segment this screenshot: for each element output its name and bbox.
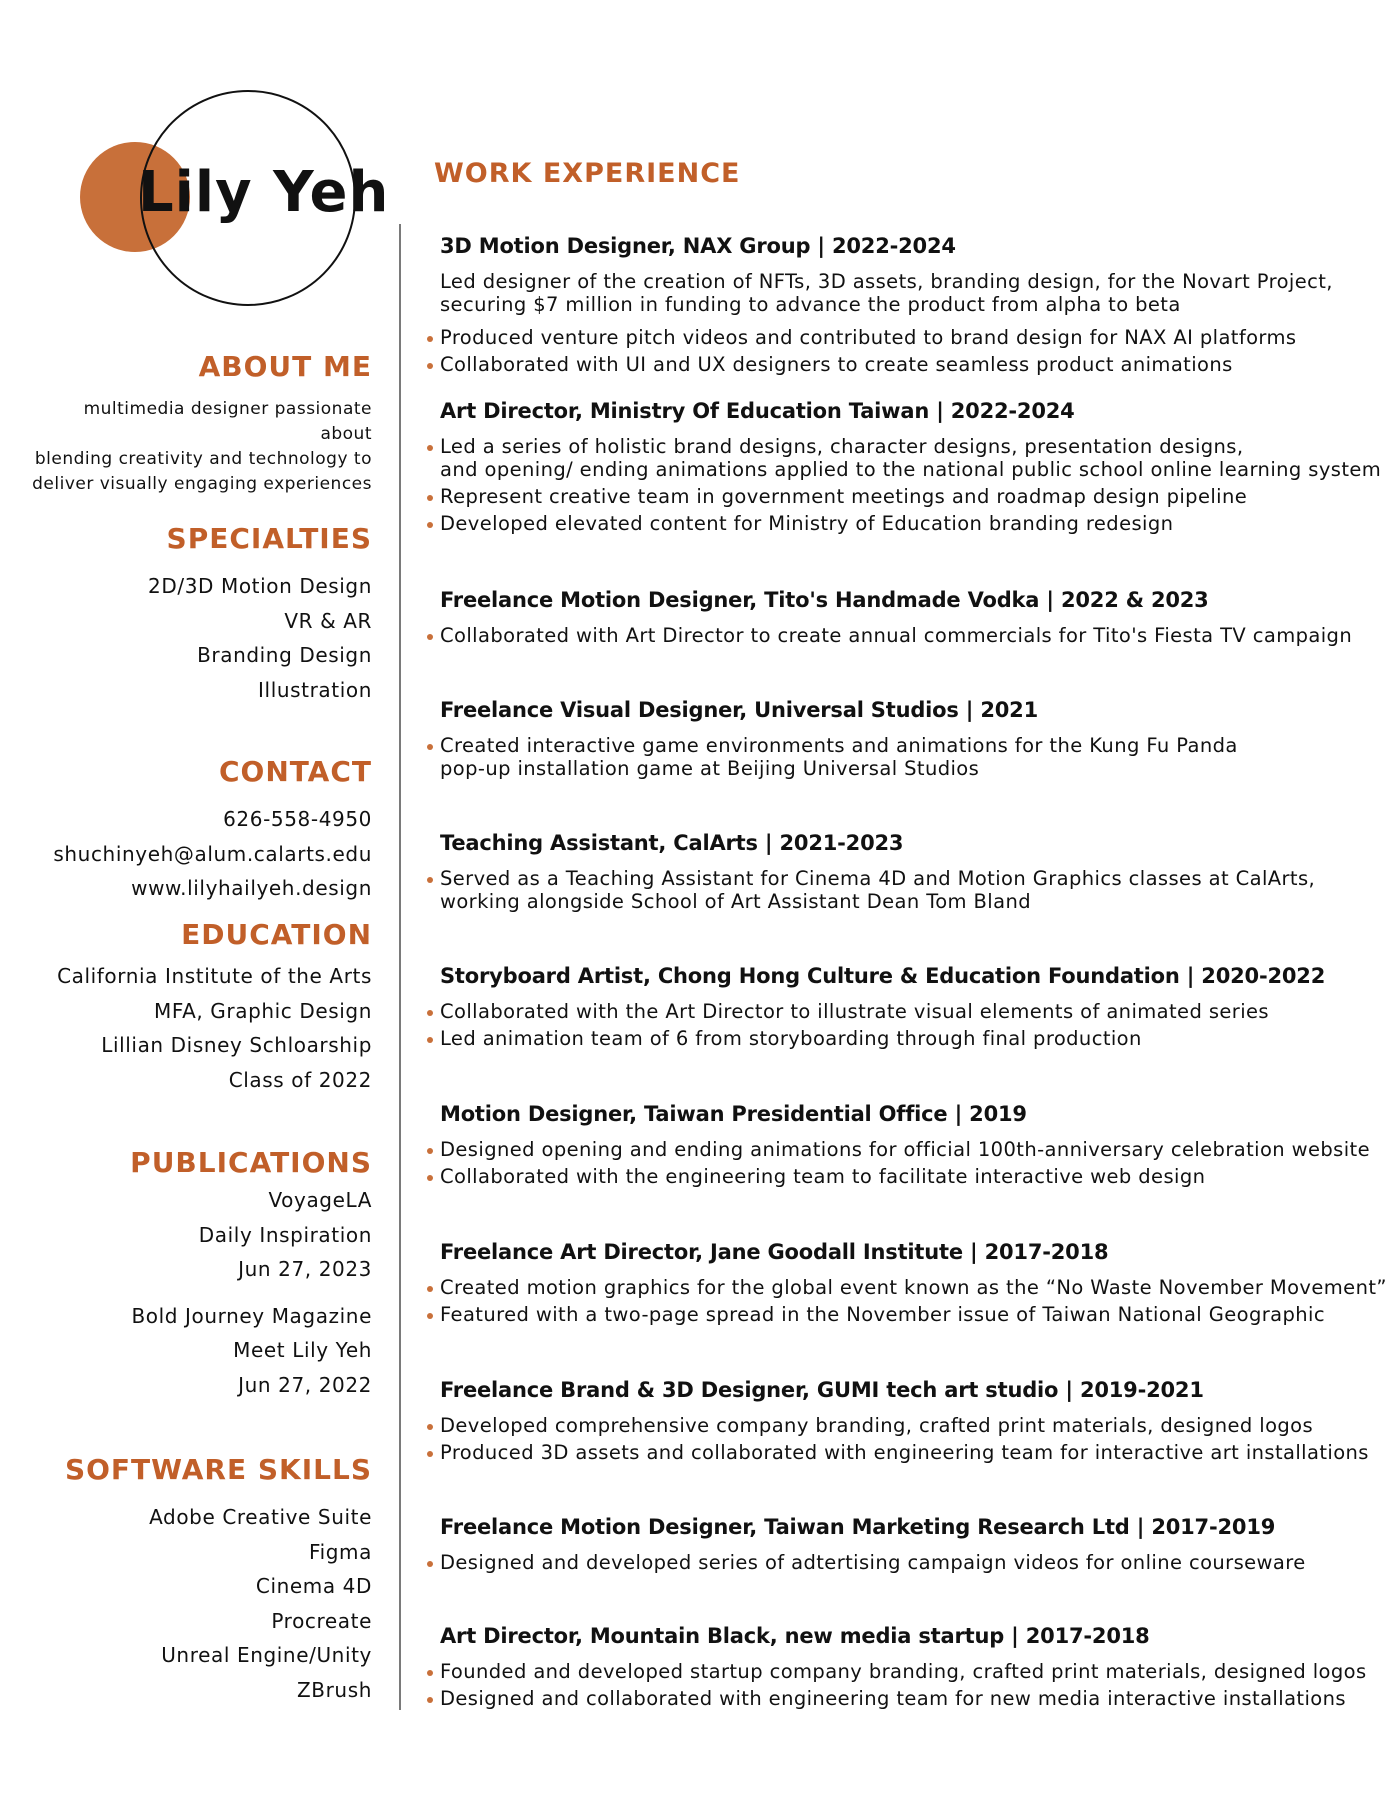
job-title: Art Director, Mountain Black, new media startup | 2017-2018 [440, 1624, 1150, 1648]
publication-line: Jun 27, 2022 [238, 1372, 372, 1397]
bullet-text: Collaborated with the engineering team to facilitate interactive web design [440, 1165, 1206, 1188]
contact-heading: CONTACT [218, 755, 372, 788]
job-bullet [440, 1551, 1380, 1574]
job-title: Teaching Assistant, CalArts | 2021-2023 [440, 831, 904, 855]
software-item: ZBrush [296, 1677, 372, 1702]
bullet-text: Produced venture pitch videos and contributed to brand design for NAX AI platforms [440, 326, 1297, 349]
job-bullet [440, 1027, 1380, 1050]
publication-line: Jun 27, 2023 [238, 1257, 372, 1281]
about-line: multimedia designer passionate about [83, 399, 372, 444]
bullet-text: Developed comprehensive company branding, crafted print materials, designed logos [440, 1414, 1314, 1437]
specialty-item: 2D/3D Motion Design [148, 574, 372, 598]
publication-group [32, 1299, 372, 1403]
about-line: deliver visually engaging experiences [32, 474, 372, 494]
job-bullet [440, 867, 1380, 913]
job-title: Freelance Art Director, Jane Goodall Institute | 2017-2018 [440, 1240, 1109, 1264]
bullet-text: Collaborated with UI and UX designers to create seamless product animations [440, 353, 1233, 376]
job-bullet [440, 1138, 1380, 1161]
job-description [440, 270, 1380, 316]
about-section [32, 350, 372, 497]
job-bullet [440, 353, 1380, 376]
bullet-text: Collaborated with Art Director to create annual commercials for Tito's Fiesta TV campaign [440, 624, 1353, 647]
bullet-text: Led a series of holistic brand designs, character designs, presentation designs, [440, 435, 1244, 458]
job-entry [440, 1624, 1380, 1714]
job-description-line: securing $7 million in funding to advance the product from alpha to beta [440, 293, 1181, 316]
software-heading: SOFTWARE SKILLS [64, 1453, 372, 1486]
bullet-text: Designed and collaborated with engineering team for new media interactive installations [440, 1687, 1346, 1710]
education-heading: EDUCATION [181, 918, 372, 951]
job-bullets [440, 326, 1380, 376]
job-entry [440, 1515, 1380, 1578]
bullet-text: Founded and developed startup company branding, crafted print materials, designed logos [440, 1660, 1367, 1683]
work-experience-heading: WORK EXPERIENCE [434, 158, 741, 189]
software-item: Cinema 4D [255, 1574, 372, 1598]
job-bullets [440, 867, 1380, 913]
education-item: California Institute of the Arts [57, 964, 372, 988]
job-title: Freelance Brand & 3D Designer, GUMI tech art studio | 2019-2021 [440, 1378, 1204, 1402]
job-entry [440, 964, 1380, 1054]
job-bullet [440, 1000, 1380, 1023]
job-entry [440, 698, 1380, 784]
job-bullets [440, 1000, 1380, 1050]
software-item: Adobe Creative Suite [149, 1505, 372, 1529]
job-bullet [440, 1414, 1380, 1437]
education-item: Class of 2022 [228, 1067, 372, 1092]
job-description-line: Led designer of the creation of NFTs, 3D assets, branding design, for the Novart Project, [440, 270, 1333, 293]
job-entry [440, 1102, 1380, 1192]
bullet-text: and opening/ ending animations applied to the national public school online learning system [440, 458, 1382, 481]
bullet-text: Created interactive game environments and animations for the Kung Fu Panda [440, 734, 1238, 757]
job-bullet [440, 1441, 1380, 1464]
job-bullet [440, 1303, 1380, 1326]
job-entry [440, 831, 1380, 917]
job-bullet [440, 435, 1380, 481]
job-bullet [440, 1687, 1380, 1710]
publication-line: VoyageLA [268, 1188, 372, 1212]
job-bullet [440, 624, 1380, 647]
job-entry [440, 1378, 1380, 1468]
education-item: Lillian Disney Schloarship [101, 1033, 372, 1057]
bullet-text: Designed opening and ending animations for official 100th-anniversary celebration website [440, 1138, 1371, 1161]
job-bullets [440, 734, 1380, 780]
job-bullets [440, 435, 1380, 535]
education-section [32, 918, 372, 1097]
job-bullet [440, 512, 1380, 535]
specialties-heading: SPECIALTIES [166, 522, 372, 555]
contact-section [32, 755, 372, 906]
job-title: Freelance Motion Designer, Tito's Handmade Vodka | 2022 & 2023 [440, 588, 1209, 612]
education-item: MFA, Graphic Design [153, 998, 372, 1023]
bullet-text: Collaborated with the Art Director to illustrate visual elements of animated series [440, 1000, 1269, 1023]
job-bullets [440, 1138, 1380, 1188]
about-line: blending creativity and technology to [34, 449, 372, 469]
software-item: Unreal Engine/Unity [161, 1643, 372, 1667]
bullet-text: Produced 3D assets and collaborated with engineering team for interactive art installations [440, 1441, 1369, 1464]
job-bullet [440, 1165, 1380, 1188]
about-heading: ABOUT ME [198, 350, 372, 383]
publication-line: Bold Journey Magazine [131, 1303, 372, 1328]
job-bullets [440, 624, 1380, 647]
bullet-text: Served as a Teaching Assistant for Cinema 4D and Motion Graphics classes at CalArts, [440, 867, 1316, 890]
job-bullet [440, 734, 1380, 780]
job-bullet [440, 1276, 1387, 1299]
job-title: Freelance Visual Designer, Universal Studios | 2021 [440, 698, 1039, 722]
job-bullets [440, 1414, 1380, 1464]
publication-line: Meet Lily Yeh [233, 1338, 372, 1362]
bullet-text: Developed elevated content for Ministry of Education branding redesign [440, 512, 1174, 535]
bullet-text: Designed and developed series of adtertising campaign videos for online courseware [440, 1551, 1306, 1574]
contact-website: www.lilyhailyeh.design [131, 876, 372, 900]
bullet-text: Created motion graphics for the global event known as the “No Waste November Movement” [440, 1276, 1387, 1299]
specialty-item: Branding Design [197, 643, 372, 667]
publication-line: Daily Inspiration [198, 1222, 372, 1247]
software-section [32, 1453, 372, 1707]
job-entry [440, 1240, 1387, 1330]
software-item: Figma [308, 1539, 372, 1564]
job-entry [440, 588, 1380, 651]
bullet-text: Led animation team of 6 from storyboarding through final production [440, 1027, 1142, 1050]
job-title: Freelance Motion Designer, Taiwan Marketing Research Ltd | 2017-2019 [440, 1515, 1276, 1539]
bullet-text: Featured with a two-page spread in the November issue of Taiwan National Geographic [440, 1303, 1325, 1326]
publication-group [32, 1183, 372, 1287]
specialties-section [32, 522, 372, 707]
specialty-item: Illustration [258, 677, 372, 702]
software-item: Procreate [271, 1608, 372, 1633]
column-divider [399, 224, 401, 1710]
publications-section [32, 1146, 372, 1402]
bullet-text: pop-up installation game at Beijing Universal Studios [440, 757, 980, 780]
specialty-item: VR & AR [284, 608, 372, 633]
publications-heading: PUBLICATIONS [130, 1146, 372, 1179]
contact-phone: 626-558-4950 [223, 807, 372, 831]
job-title: Storyboard Artist, Chong Hong Culture & Education Foundation | 2020-2022 [440, 964, 1326, 988]
about-text [32, 397, 372, 497]
job-entry [440, 399, 1380, 539]
job-title: Art Director, Ministry Of Education Taiwan | 2022-2024 [440, 399, 1075, 423]
job-bullet [440, 485, 1380, 508]
job-bullets [440, 1551, 1380, 1574]
job-bullet [440, 1660, 1380, 1683]
job-bullet [440, 326, 1380, 349]
contact-email: shuchinyeh@alum.calarts.edu [53, 841, 372, 866]
job-bullets [440, 1660, 1380, 1710]
candidate-name: Lily Yeh [138, 160, 390, 225]
job-title: Motion Designer, Taiwan Presidential Office | 2019 [440, 1102, 1027, 1126]
job-entry [440, 234, 1380, 380]
bullet-text: working alongside School of Art Assistant Dean Tom Bland [440, 890, 1032, 913]
job-title: 3D Motion Designer, NAX Group | 2022-2024 [440, 234, 956, 258]
bullet-text: Represent creative team in government meetings and roadmap design pipeline [440, 485, 1248, 508]
job-bullets [440, 1276, 1387, 1326]
